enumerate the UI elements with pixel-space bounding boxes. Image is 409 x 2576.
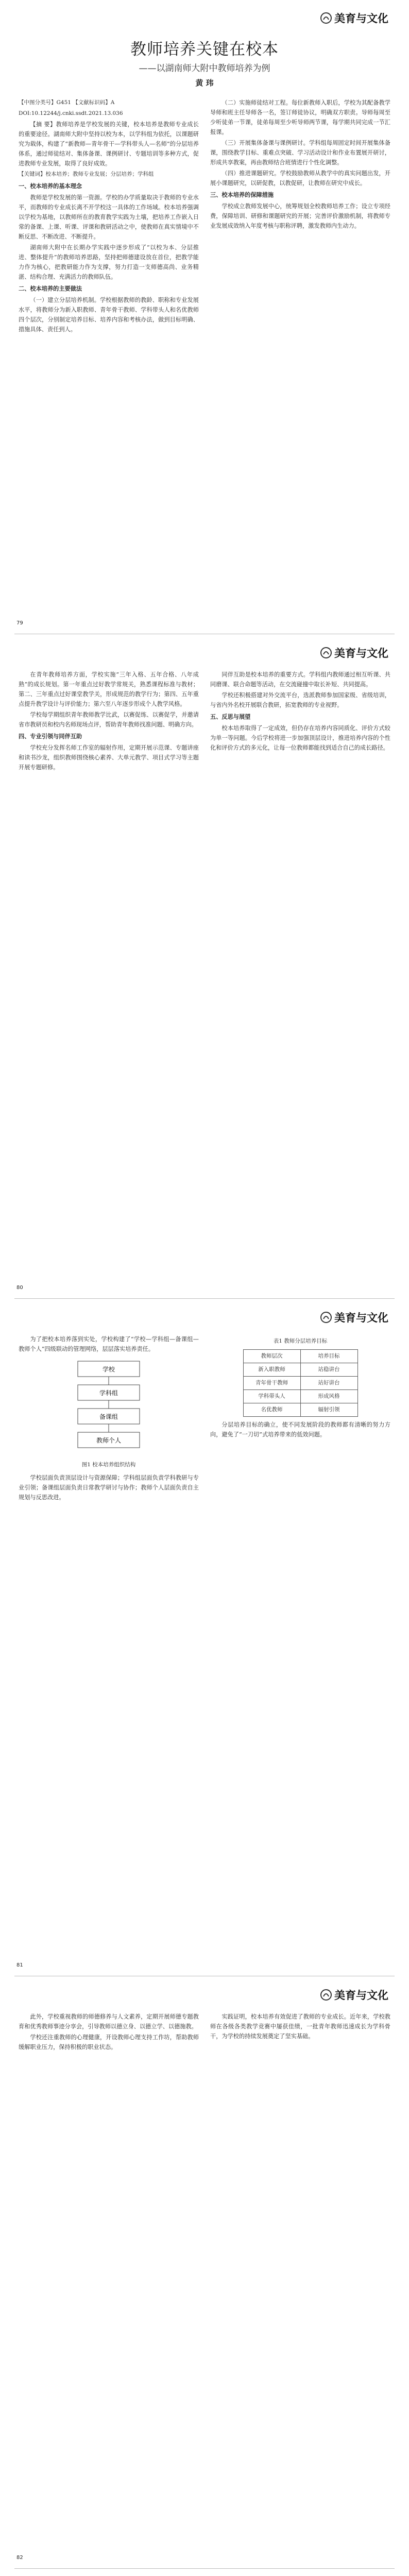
paragraph: 校本培养取得了一定成效，但仍存在培养内容同质化、评价方式较为单一等问题。今后学校将进一步加强顶层设计，推进培养内容的个性化和评价方式的多元化，让每一位教师都能找到适合自己的成长路径。	[210, 725, 390, 751]
section-heading: 四、专业引领与同伴互助	[19, 733, 82, 740]
org-chart-node-label: 备课组	[99, 1413, 118, 1420]
table-cell: 青年骨干教师	[243, 1377, 300, 1390]
paragraph: 此外，学校重视教师的师德修养与人文素养，定期开展师德专题教育和优秀教师事迹分享会，引导教师以德立身、以德立学、以德施教。	[19, 2013, 199, 2030]
article-keywords: 【关键词】校本培养；教师专业发展；分层培养；学科组	[19, 171, 154, 177]
right-column	[210, 98, 390, 232]
paragraph: 湖南师大附中在长期办学实践中逐步形成了“以校为本、分层推进、整体提升”的教师培养思路，坚持把师德建设放在首位，把教学能力作为核心，把教研能力作为支撑，努力打造一支师德高尚、业务精湛、结构合理、充满活力的教师队伍。	[19, 244, 199, 280]
paragraph: （三）开展集体备课与课例研讨。学科组每周固定时间开展集体备课，围绕教学目标、重难点突破、学习活动设计和作业布置展开研讨，形成共享教案，再由教师结合班情进行个性化调整。	[210, 140, 390, 166]
journal-logo-icon	[320, 1989, 332, 2001]
page-section	[0, 2568, 409, 2576]
paragraph: 学校成立教师发展中心，统筹规划全校教师培养工作；设立专项经费，保障培训、研修和课题研究的开展；完善评价激励机制，将教师专业发展成效纳入年度考核与职称评聘，激发教师内生动力。	[210, 203, 390, 229]
table-header-row	[243, 1350, 357, 1363]
paragraph: 同伴互助是校本培养的重要方式。学科组内教师通过相互听课、共同磨课、联合命题等活动，在交流碰撞中取长补短、共同提高。	[210, 671, 390, 688]
table-cell: 站好讲台	[300, 1377, 357, 1390]
table-cell: 名优教师	[243, 1403, 300, 1417]
journal-logo-icon	[320, 1311, 332, 1324]
journal-badge	[320, 1310, 388, 1325]
table-row	[243, 1390, 357, 1403]
left-column	[19, 1334, 199, 1503]
article-doi: DOI:10.12244/j.cnki.ssdt.2021.13.036	[19, 110, 123, 116]
section-heading: 一、校本培养的基本理念	[19, 182, 82, 190]
article-abstract: 【摘 要】教师培养是学校发展的关键，校本培养是教师专业成长的重要途径。湖南师大附中坚持以校为本，以学科组为依托，以课题研究为载体，构建了“新教师—青年骨干—学科带头人—名师”的分层培养体系，通过师徒结对、集体备课、课例研讨、专题培训等多种方式，促进教师专业发展，取得了良好成效。	[19, 121, 199, 167]
paragraph: （四）推进课题研究。学校鼓励教师从教学中的真实问题出发，开展小课题研究，以研促教，以教促研，让教师在研究中成长。	[210, 170, 390, 187]
left-column	[19, 2012, 199, 2053]
article-title: 教师培养关键在校本	[130, 40, 279, 59]
section-heading: 二、校本培养的主要做法	[19, 285, 82, 292]
section-divider	[14, 1298, 395, 1299]
table-header-cell: 教师层次	[243, 1350, 300, 1363]
paragraph: （二）实施师徒结对工程。每位新教师入职后，学校为其配备教学导师和班主任导师各一名，签订师徒协议，明确双方职责。导师每周至少听徒弟一节课，徒弟每周至少听导师两节课，每学期共同完成一节汇报课。	[210, 99, 390, 135]
page-number: 82	[16, 2555, 23, 2561]
paragraph: 实践证明，校本培养有效促进了教师的专业成长。近年来，学校教师在各级各类教学竞赛中屡获佳绩，一批青年教师迅速成长为学科骨干，为学校的持续发展奠定了坚实基础。	[210, 2013, 390, 2040]
paragraph: 学校每学期组织青年教师教学比武，以赛促练、以赛促学，并邀请省市教研员和校内名师现场点评，帮助青年教师找准问题、明确方向。	[19, 711, 199, 728]
journal-badge	[320, 1987, 388, 2003]
paragraph: 在青年教师培养方面，学校实施“三年入格、五年合格、八年成熟”的成长规划。第一年重点过好教学常规关，熟悉课程标准与教材；第二、三年重点过好课堂教学关，形成规范的教学行为；第四、五年重点提升教学设计与评价能力；第六至八年逐步形成个人教学风格。	[19, 671, 199, 707]
journal-badge	[320, 645, 388, 660]
paragraph: 学校充分发挥名师工作室的辐射作用，定期开展示范课、专题讲座和读书沙龙，组织教师围绕核心素养、大单元教学、项目式学习等主题开展专题研修。	[19, 744, 199, 771]
paragraph: 学校还积极搭建对外交流平台，选派教师参加国家级、省级培训，与省内外名校开展联合教研，拓宽教师的专业视野。	[210, 692, 390, 708]
org-chart-node-label: 教师个人	[96, 1437, 122, 1444]
org-chart-figure	[19, 1357, 199, 1470]
article-meta: 【中图分类号】G451 【文献标识码】A	[19, 99, 115, 106]
table-cell: 形成风格	[300, 1390, 357, 1403]
journal-badge	[320, 10, 388, 26]
left-column	[19, 670, 199, 773]
table-row	[243, 1363, 357, 1377]
article-author: 黄 玮	[195, 78, 214, 88]
right-column	[210, 2012, 390, 2042]
paragraph: 学校层面负责顶层设计与资源保障；学科组层面负责学科教研与专业引领；备课组层面负责日常教学研讨与协作；教师个人层面负责自主规划与反思改进。	[19, 1475, 199, 1501]
paragraph: 为了把校本培养落到实处，学校构建了“学校—学科组—备课组—教师个人”四级联动的管理网络，层层落实培养责任。	[19, 1336, 199, 1352]
table-header-cell: 培养目标	[300, 1350, 357, 1363]
page-section	[0, 1976, 409, 2568]
journal-badge-text: 美育与文化	[334, 12, 388, 25]
section-heading: 三、校本培养的保障措施	[210, 191, 274, 198]
figure-caption: 图1 校本培养组织结构	[81, 1462, 136, 1468]
section-divider	[14, 2568, 395, 2569]
page-number: 80	[16, 1285, 23, 1291]
section-heading: 五、反思与展望	[210, 713, 251, 720]
table-row	[243, 1377, 357, 1390]
journal-logo-icon	[320, 12, 332, 24]
page-number: 79	[16, 620, 23, 626]
org-chart-node-label: 学校	[102, 1366, 115, 1373]
article-subtitle: ——以湖南师大附中教师培养为例	[139, 63, 270, 74]
journal-badge-text: 美育与文化	[334, 1989, 388, 2002]
org-chart-node-label: 学科组	[99, 1389, 118, 1397]
journal-badge-text: 美育与文化	[334, 647, 388, 659]
table-caption: 表1 教师分层培养目标	[273, 1338, 328, 1344]
page-number: 81	[16, 1962, 23, 1968]
training-goals-table	[243, 1349, 358, 1417]
journal-badge-text: 美育与文化	[334, 1312, 388, 1324]
paragraph: （一）建立分层培养机制。学校根据教师的教龄、职称和专业发展水平，将教师分为新入职教师、青年骨干教师、学科带头人和名优教师四个层次，分别制定培养目标、培养内容和考核办法，做到目标明确、措施具体、责任到人。	[19, 297, 199, 333]
journal-logo-icon	[320, 647, 332, 659]
org-chart-diagram	[19, 1357, 199, 1455]
table-cell: 辐射引领	[300, 1403, 357, 1417]
table-cell: 学科带头人	[243, 1390, 300, 1403]
table-cell: 站稳讲台	[300, 1363, 357, 1377]
table-row	[243, 1403, 357, 1417]
left-column	[19, 98, 199, 335]
paragraph: 分层培养目标的确立，使不同发展阶段的教师都有清晰的努力方向，避免了“一刀切”式培养带来的低效问题。	[210, 1421, 390, 1438]
paragraph: 学校还注重教师的心理健康，开设教师心理支持工作坊，帮助教师缓解职业压力，保持积极的职业状态。	[19, 2034, 199, 2050]
right-column	[210, 1334, 390, 1440]
right-column	[210, 670, 390, 754]
table-cell: 新入职教师	[243, 1363, 300, 1377]
paragraph: 教师是学校发展的第一资源。学校的办学质量取决于教师的专业水平，而教师的专业成长离不开学校这一具体的工作场域。校本培养强调以学校为基地，以教师所在的教育教学实践为土壤，把培养工作嵌入日常的备课、上课、听课、评课和教研活动之中，使教师在真实情境中不断反思、不断改进、不断提升。	[19, 194, 199, 240]
